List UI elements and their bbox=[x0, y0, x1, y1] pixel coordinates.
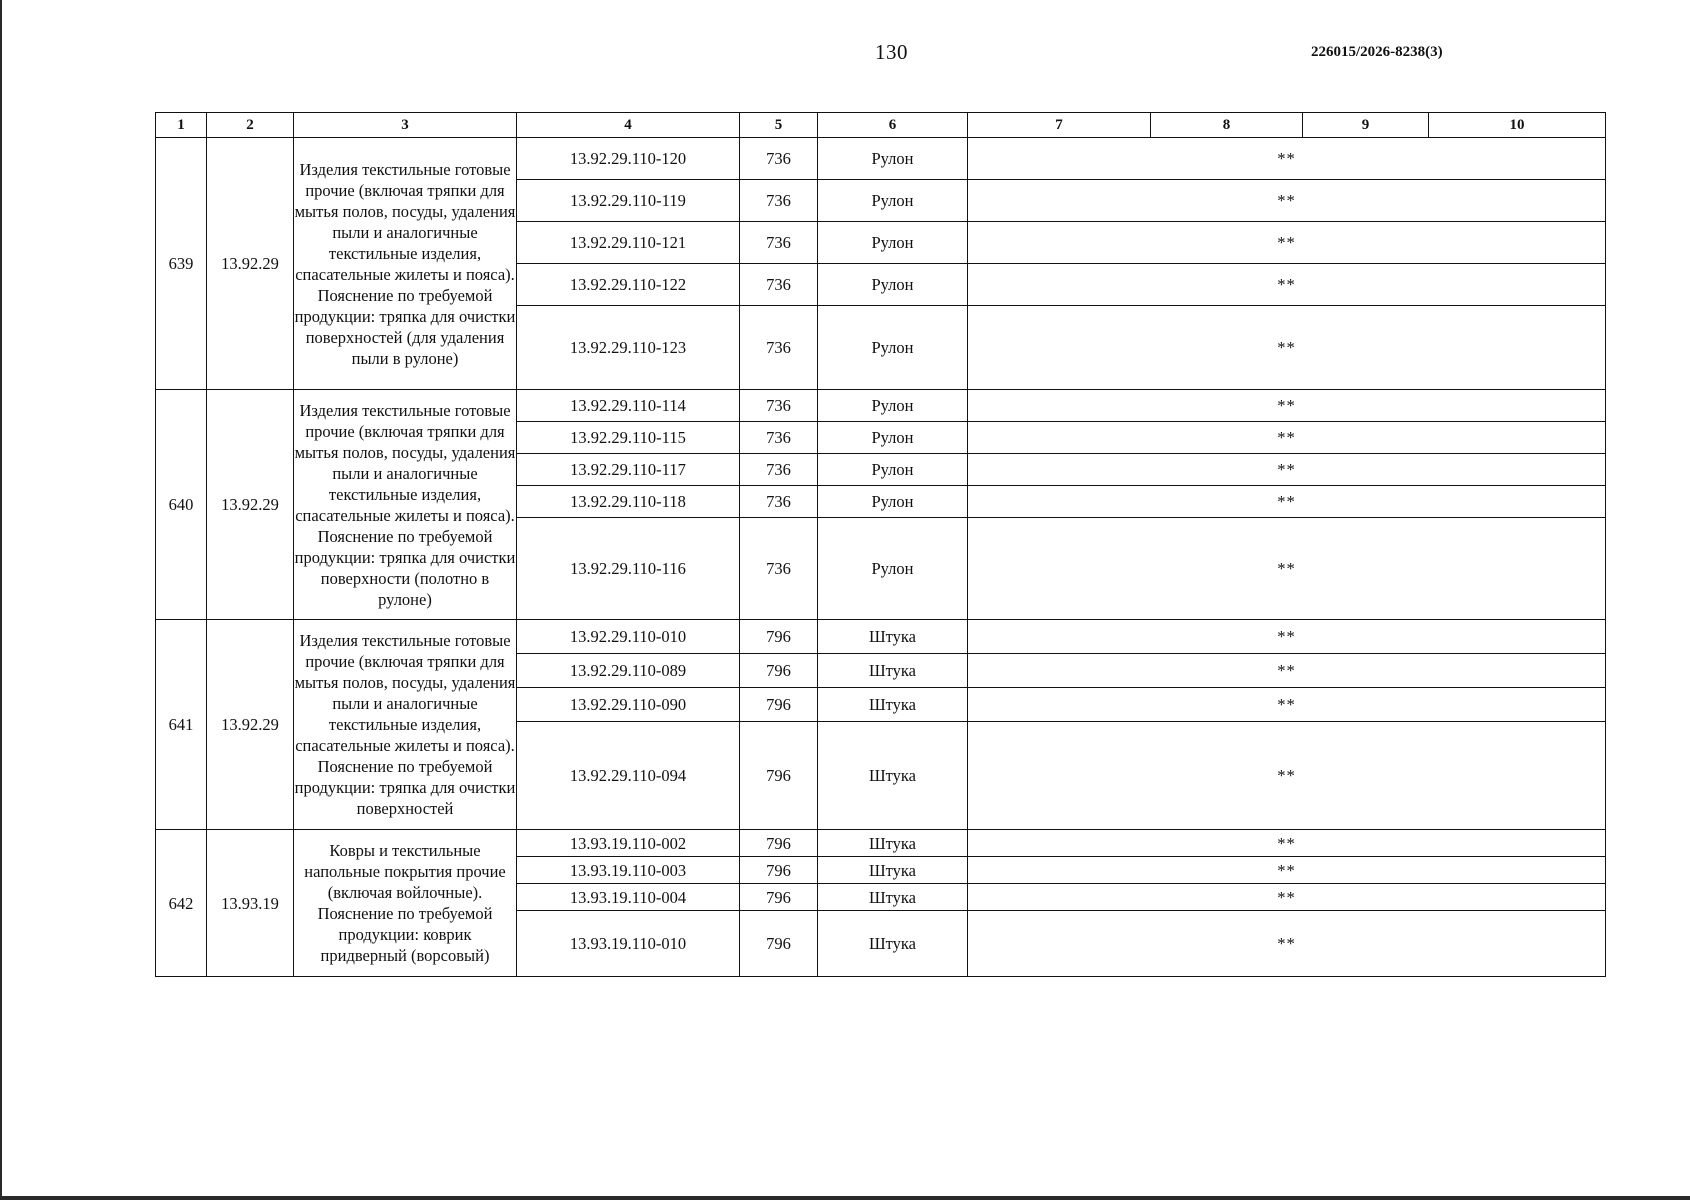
ktru-code: 13.92.29.110-118 bbox=[517, 486, 740, 518]
ktru-code: 13.93.19.110-004 bbox=[517, 884, 740, 911]
column-header: 1 bbox=[156, 113, 207, 138]
row-number: 642 bbox=[156, 830, 207, 977]
column-header: 6 bbox=[818, 113, 968, 138]
scan-border-left bbox=[0, 0, 2, 1200]
asterisk-mark: ** bbox=[968, 486, 1606, 518]
okei-code: 736 bbox=[740, 180, 818, 222]
okei-code: 796 bbox=[740, 620, 818, 654]
asterisk-mark: ** bbox=[968, 306, 1606, 390]
okpd-code: 13.93.19 bbox=[207, 830, 294, 977]
column-header: 5 bbox=[740, 113, 818, 138]
ktru-code: 13.92.29.110-121 bbox=[517, 222, 740, 264]
asterisk-mark: ** bbox=[968, 422, 1606, 454]
asterisk-mark: ** bbox=[968, 180, 1606, 222]
item-description: Изделия текстильные готовые прочие (включая тряпки для мытья полов, посуды, удаления пыли и аналогичные текстильные изделия, спасательные жилеты и пояса). Пояснение по требуемой продукции: тряпка для очистки поверхности (полотно в рулоне) bbox=[294, 390, 517, 620]
item-description: Изделия текстильные готовые прочие (включая тряпки для мытья полов, посуды, удаления пыли и аналогичные текстильные изделия, спасательные жилеты и пояса). Пояснение по требуемой продукции: тряпка для очистки поверхностей (для удаления пыли в рулоне) bbox=[294, 138, 517, 390]
table-row bbox=[156, 390, 1606, 422]
asterisk-mark: ** bbox=[968, 830, 1606, 857]
asterisk-mark: ** bbox=[968, 857, 1606, 884]
ktru-code: 13.92.29.110-123 bbox=[517, 306, 740, 390]
okei-code: 796 bbox=[740, 911, 818, 977]
unit-name: Штука bbox=[818, 911, 968, 977]
unit-name: Рулон bbox=[818, 306, 968, 390]
ktru-code: 13.92.29.110-115 bbox=[517, 422, 740, 454]
ktru-code: 13.92.29.110-122 bbox=[517, 264, 740, 306]
okpd-code: 13.92.29 bbox=[207, 390, 294, 620]
item-description: Изделия текстильные готовые прочие (включая тряпки для мытья полов, посуды, удаления пыли и аналогичные текстильные изделия, спасательные жилеты и пояса). Пояснение по требуемой продукции: тряпка для очистки поверхностей bbox=[294, 620, 517, 830]
ktru-code: 13.93.19.110-010 bbox=[517, 911, 740, 977]
ktru-code: 13.92.29.110-094 bbox=[517, 722, 740, 830]
document-number: 226015/2026-8238(3) bbox=[1311, 44, 1443, 60]
column-header: 9 bbox=[1303, 113, 1429, 138]
column-header: 4 bbox=[517, 113, 740, 138]
okei-code: 796 bbox=[740, 857, 818, 884]
okpd-code: 13.92.29 bbox=[207, 138, 294, 390]
okei-code: 796 bbox=[740, 884, 818, 911]
unit-name: Штука bbox=[818, 654, 968, 688]
column-header: 3 bbox=[294, 113, 517, 138]
asterisk-mark: ** bbox=[968, 454, 1606, 486]
unit-name: Штука bbox=[818, 722, 968, 830]
asterisk-mark: ** bbox=[968, 620, 1606, 654]
row-number: 641 bbox=[156, 620, 207, 830]
column-header: 2 bbox=[207, 113, 294, 138]
item-description: Ковры и текстильные напольные покрытия прочие (включая войлочные). Пояснение по требуемой продукции: коврик придверный (ворсовый) bbox=[294, 830, 517, 977]
asterisk-mark: ** bbox=[968, 222, 1606, 264]
unit-name: Штука bbox=[818, 620, 968, 654]
column-header: 8 bbox=[1151, 113, 1303, 138]
unit-name: Штука bbox=[818, 688, 968, 722]
goods-table bbox=[155, 112, 1606, 977]
unit-name: Рулон bbox=[818, 486, 968, 518]
okpd-code: 13.92.29 bbox=[207, 620, 294, 830]
asterisk-mark: ** bbox=[968, 688, 1606, 722]
asterisk-mark: ** bbox=[968, 911, 1606, 977]
unit-name: Рулон bbox=[818, 518, 968, 620]
asterisk-mark: ** bbox=[968, 390, 1606, 422]
asterisk-mark: ** bbox=[968, 138, 1606, 180]
unit-name: Рулон bbox=[818, 222, 968, 264]
okei-code: 736 bbox=[740, 222, 818, 264]
ktru-code: 13.92.29.110-010 bbox=[517, 620, 740, 654]
okei-code: 796 bbox=[740, 830, 818, 857]
column-header: 7 bbox=[968, 113, 1151, 138]
asterisk-mark: ** bbox=[968, 264, 1606, 306]
asterisk-mark: ** bbox=[968, 518, 1606, 620]
okei-code: 736 bbox=[740, 264, 818, 306]
okei-code: 736 bbox=[740, 306, 818, 390]
table-row bbox=[156, 138, 1606, 180]
unit-name: Рулон bbox=[818, 180, 968, 222]
table-header-row bbox=[156, 113, 1606, 138]
okei-code: 796 bbox=[740, 688, 818, 722]
ktru-code: 13.93.19.110-002 bbox=[517, 830, 740, 857]
scan-border-bottom bbox=[0, 1196, 1690, 1200]
okei-code: 796 bbox=[740, 654, 818, 688]
ktru-code: 13.92.29.110-090 bbox=[517, 688, 740, 722]
ktru-code: 13.93.19.110-003 bbox=[517, 857, 740, 884]
ktru-code: 13.92.29.110-120 bbox=[517, 138, 740, 180]
table-row bbox=[156, 620, 1606, 654]
ktru-code: 13.92.29.110-117 bbox=[517, 454, 740, 486]
table-row bbox=[156, 830, 1606, 857]
row-number: 639 bbox=[156, 138, 207, 390]
ktru-code: 13.92.29.110-116 bbox=[517, 518, 740, 620]
row-number: 640 bbox=[156, 390, 207, 620]
okei-code: 796 bbox=[740, 722, 818, 830]
ktru-code: 13.92.29.110-119 bbox=[517, 180, 740, 222]
unit-name: Рулон bbox=[818, 422, 968, 454]
okei-code: 736 bbox=[740, 454, 818, 486]
asterisk-mark: ** bbox=[968, 884, 1606, 911]
column-header: 10 bbox=[1429, 113, 1606, 138]
unit-name: Рулон bbox=[818, 264, 968, 306]
asterisk-mark: ** bbox=[968, 654, 1606, 688]
unit-name: Рулон bbox=[818, 454, 968, 486]
unit-name: Штука bbox=[818, 857, 968, 884]
okei-code: 736 bbox=[740, 518, 818, 620]
okei-code: 736 bbox=[740, 390, 818, 422]
unit-name: Рулон bbox=[818, 138, 968, 180]
ktru-code: 13.92.29.110-114 bbox=[517, 390, 740, 422]
asterisk-mark: ** bbox=[968, 722, 1606, 830]
ktru-code: 13.92.29.110-089 bbox=[517, 654, 740, 688]
page-number: 130 bbox=[875, 40, 908, 64]
okei-code: 736 bbox=[740, 138, 818, 180]
unit-name: Штука bbox=[818, 830, 968, 857]
okei-code: 736 bbox=[740, 422, 818, 454]
unit-name: Рулон bbox=[818, 390, 968, 422]
okei-code: 736 bbox=[740, 486, 818, 518]
unit-name: Штука bbox=[818, 884, 968, 911]
